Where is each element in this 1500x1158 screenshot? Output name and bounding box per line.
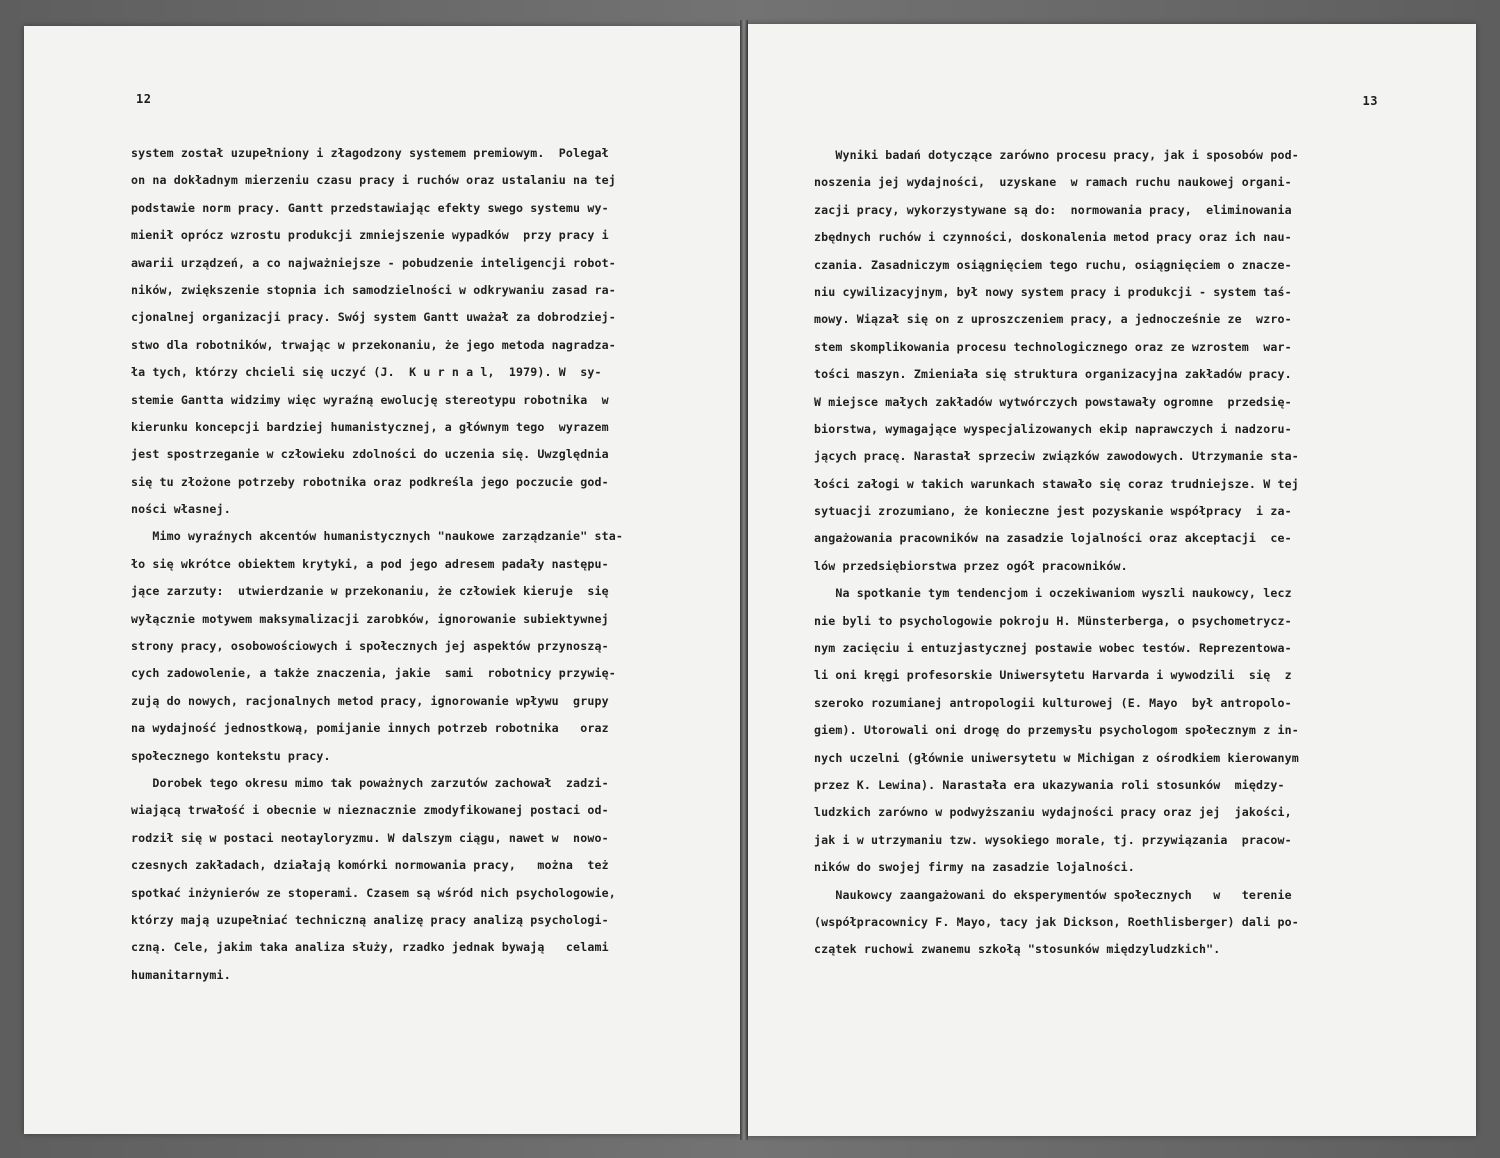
left-page <box>24 26 740 1134</box>
text-line: tości maszyn. Zmieniała się struktura organizacyjna zakładów pracy. <box>814 367 1292 382</box>
text-line: ników, zwiększenie stopnia ich samodzielności w odkrywaniu zasad ra- <box>131 282 616 297</box>
text-line: na wydajność jednostkową, pomijanie innych potrzeb robotnika oraz <box>131 721 609 736</box>
text-line: on na dokładnym mierzeniu czasu pracy i ruchów oraz ustalaniu na tej <box>131 173 616 188</box>
page-number-right: 13 <box>1362 94 1378 108</box>
text-line: Na spotkanie tym tendencjom i oczekiwaniom wyszli naukowcy, lecz <box>814 586 1292 601</box>
text-line: nie byli to psychologowie pokroju H. Münsterberga, o psychometrycz- <box>814 613 1292 628</box>
text-line: humanitarnymi. <box>131 967 231 982</box>
text-line: cjonalnej organizacji pracy. Swój system Gantt uważał za dobrodziej- <box>131 310 616 325</box>
text-line: Naukowcy zaangażowani do eksperymentów społecznych w terenie <box>814 887 1292 902</box>
text-line: zują do nowych, racjonalnych metod pracy, ignorowanie wpływu grupy <box>131 693 609 708</box>
text-line: się tu złożone potrzeby robotnika oraz podkreśla jego poczucie god- <box>131 474 609 489</box>
text-line: zacji pracy, wykorzystywane są do: normowania pracy, eliminowania <box>814 202 1292 217</box>
text-line: wiającą trwałość i obecnie w nieznacznie zmodyfikowanej postaci od- <box>131 803 609 818</box>
text-line: strony pracy, osobowościowych i społecznych jej aspektów przynoszą- <box>131 639 609 654</box>
text-line: giem). Utorowali oni drogę do przemysłu psychologom społecznym z in- <box>814 723 1299 738</box>
text-line: li oni kręgi profesorskie Uniwersytetu Harvarda i wywodzili się z <box>814 668 1292 683</box>
text-line: łości załogi w takich warunkach stawało się coraz trudniejsze. W tej <box>814 476 1299 491</box>
text-line: nym zacięciu i entuzjastycznej postawie wobec testów. Reprezentowa- <box>814 641 1292 656</box>
text-line: kierunku koncepcji bardziej humanistycznej, a głównym tego wyrazem <box>131 419 609 434</box>
text-line: noszenia jej wydajności, uzyskane w ramach ruchu naukowej organi- <box>814 175 1292 190</box>
text-line: biorstwa, wymagające wyspecjalizowanych ekip naprawczych i nadzoru- <box>814 421 1292 436</box>
right-page <box>748 24 1476 1136</box>
text-line: jące zarzuty: utwierdzanie w przekonaniu, że człowiek kieruje się <box>131 584 609 599</box>
text-line: rodził się w postaci neotayloryzmu. W dalszym ciągu, nawet w nowo- <box>131 830 609 845</box>
text-line: mowy. Wiązał się on z uproszczeniem pracy, a jednocześnie ze wzro- <box>814 312 1292 327</box>
left-page-body <box>131 140 699 989</box>
text-line: szeroko rozumianej antropologii kulturowej (E. Mayo był antropolo- <box>814 695 1292 710</box>
text-line: stemie Gantta widzimy więc wyraźną ewolucję stereotypu robotnika w <box>131 392 609 407</box>
text-line: wyłącznie motywem maksymalizacji zarobków, ignorowanie subiektywnej <box>131 611 609 626</box>
text-line: ludzkich zarówno w podwyższaniu wydajności pracy oraz jej jakości, <box>814 805 1292 820</box>
text-line: spotkać inżynierów ze stoperami. Czasem są wśród nich psychologowie, <box>131 885 616 900</box>
text-line: stem skomplikowania procesu technologicznego oraz ze wzrostem war- <box>814 339 1292 354</box>
text-line: podstawie norm pracy. Gantt przedstawiając efekty swego systemu wy- <box>131 200 609 215</box>
right-page-body <box>814 142 1384 964</box>
text-line: przez K. Lewina). Narastała era ukazywania roli stosunków między- <box>814 777 1285 792</box>
text-line: ności własnej. <box>131 502 231 517</box>
text-line: ników do swojej firmy na zasadzie lojalności. <box>814 860 1135 875</box>
page-number-left: 12 <box>136 92 152 106</box>
text-line: ło się wkrótce obiektem krytyki, a pod jego adresem padały następu- <box>131 556 609 571</box>
text-line: społecznego kontekstu pracy. <box>131 748 331 763</box>
text-line: czątek ruchowi zwanemu szkołą "stosunków międzyludzkich". <box>814 942 1221 957</box>
text-line: nych uczelni (głównie uniwersytetu w Michigan z ośrodkiem kierowanym <box>814 750 1299 765</box>
text-line: stwo dla robotników, trwając w przekonaniu, że jego metoda nagradza- <box>131 337 616 352</box>
text-line: cych zadowolenie, a także znaczenia, jakie sami robotnicy przywię- <box>131 666 616 681</box>
text-line: lów przedsiębiorstwa przez ogół pracowników. <box>814 558 1128 573</box>
text-line: W miejsce małych zakładów wytwórczych powstawały ogromne przedsię- <box>814 394 1292 409</box>
text-line: sytuacji zrozumiano, że konieczne jest pozyskanie współpracy i za- <box>814 504 1292 519</box>
text-line: awarii urządzeń, a co najważniejsze - pobudzenie inteligencji robot- <box>131 255 616 270</box>
text-line: Wyniki badań dotyczące zarówno procesu pracy, jak i sposobów pod- <box>814 148 1299 162</box>
text-line: system został uzupełniony i złagodzony systemem premiowym. Polegał <box>131 146 609 160</box>
text-line: zbędnych ruchów i czynności, doskonalenia metod pracy oraz ich nau- <box>814 230 1292 245</box>
text-line: jest spostrzeganie w człowieku zdolności do uczenia się. Uwzględnia <box>131 447 609 462</box>
text-line: czną. Cele, jakim taka analiza służy, rzadko jednak bywają celami <box>131 940 609 955</box>
text-line: czania. Zasadniczym osiągnięciem tego ruchu, osiągnięciem o znacze- <box>814 257 1292 272</box>
text-line: jących pracę. Narastał sprzeciw związków zawodowych. Utrzymanie sta- <box>814 449 1299 464</box>
text-line: Dorobek tego okresu mimo tak poważnych zarzutów zachował zadzi- <box>131 775 609 790</box>
text-line: Mimo wyraźnych akcentów humanistycznych "naukowe zarządzanie" sta- <box>131 529 623 544</box>
text-line: angażowania pracowników na zasadzie lojalności oraz akceptacji ce- <box>814 531 1292 546</box>
text-line: (współpracownicy F. Mayo, tacy jak Dickson, Roethlisberger) dali po- <box>814 914 1299 929</box>
text-line: czesnych zakładach, działają komórki normowania pracy, można też <box>131 858 609 873</box>
text-line: którzy mają uzupełniać techniczną analizę pracy analizą psychologi- <box>131 912 609 927</box>
text-line: mienił oprócz wzrostu produkcji zmniejszenie wypadków przy pracy i <box>131 228 609 243</box>
text-line: jak i w utrzymaniu tzw. wysokiego morale, tj. przywiązania pracow- <box>814 832 1292 847</box>
text-line: ła tych, którzy chcieli się uczyć (J. K u r n a l, 1979). W sy- <box>131 365 602 380</box>
text-line: niu cywilizacyjnym, był nowy system pracy i produkcji - system taś- <box>814 284 1292 299</box>
book-gutter <box>740 20 748 1140</box>
